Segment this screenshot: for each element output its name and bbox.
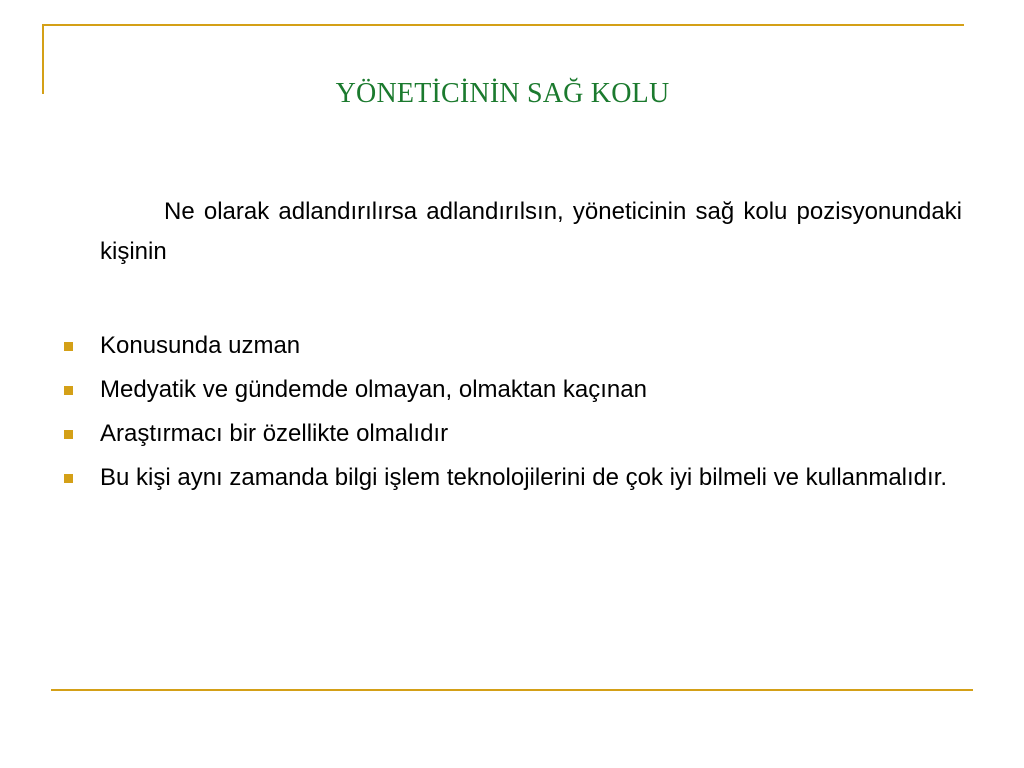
bullet-text: Araştırmacı bir özellikte olmalıdır <box>100 420 449 447</box>
bullet-list <box>56 326 962 502</box>
square-bullet-icon <box>64 342 73 351</box>
bullet-text: Bu kişi aynı zamanda bilgi işlem teknolojilerini de çok iyi bilmeli ve kullanmalıdır. <box>100 464 948 491</box>
list-item <box>56 414 962 454</box>
bullet-text: Konusunda uzman <box>100 332 301 359</box>
square-bullet-icon <box>64 474 73 483</box>
list-item <box>56 370 962 410</box>
list-item <box>56 458 962 498</box>
bullet-text: Medyatik ve gündemde olmayan, olmaktan kaçınan <box>100 376 647 403</box>
intro-paragraph: Ne olarak adlandırılırsa adlandırılsın, yöneticinin sağ kolu pozisyonundaki kişinin <box>100 198 962 265</box>
top-border-line <box>42 24 964 26</box>
square-bullet-icon <box>64 430 73 439</box>
list-item <box>56 326 962 366</box>
slide-title: YÖNETİCİNİN SAĞ KOLU <box>335 78 670 109</box>
bottom-border-line <box>51 689 973 691</box>
square-bullet-icon <box>64 386 73 395</box>
